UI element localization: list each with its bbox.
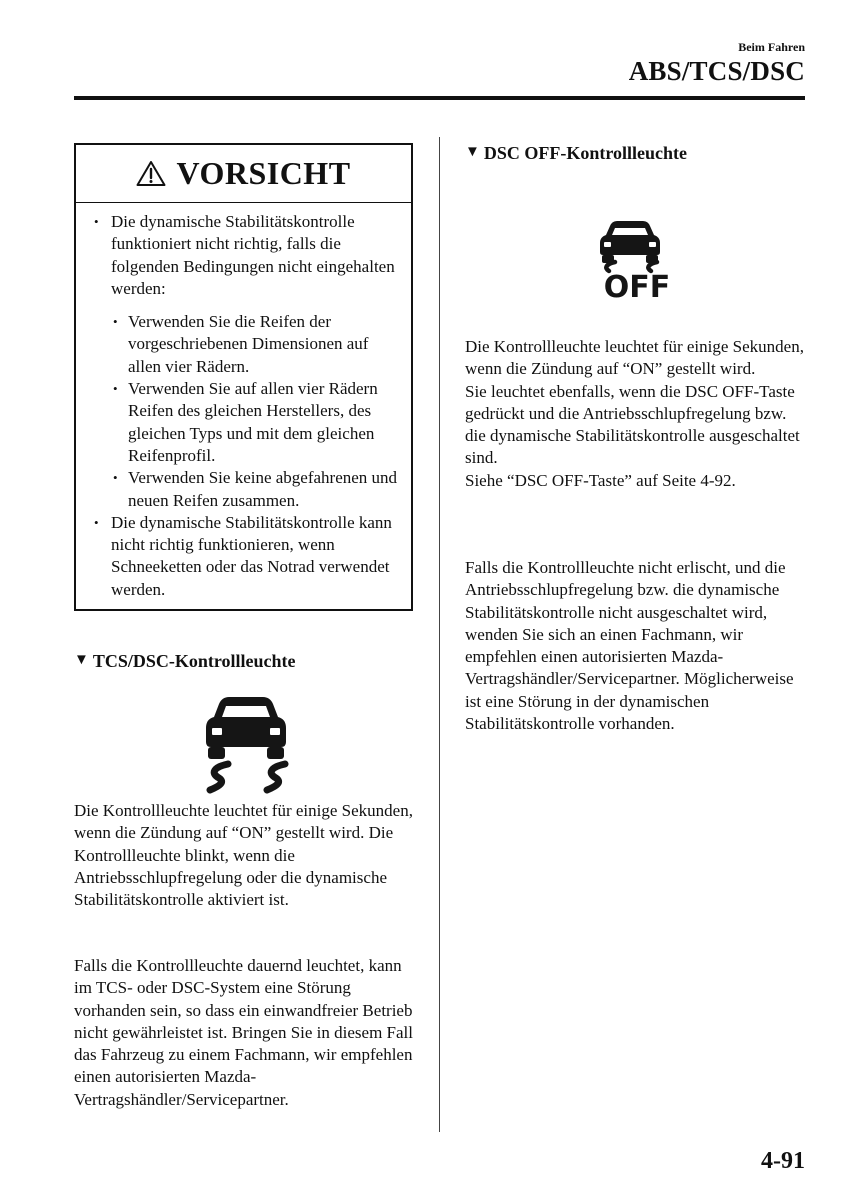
dsc-off-heading-text: DSC OFF-Kontrollleuchte <box>483 143 688 163</box>
dsc-off-paragraph-1: Die Kontrollleuchte leuchtet für einige Sekunden, wenn die Zündung auf “ON” gestellt wird. Sie leuchtet ebenfalls, wenn die DSC OFF-Taste gedrückt und die Antriebsschlupfregelung bzw. die dynamische Stabilitätskontrolle ausgeschaltet sind. Siehe “DSC OFF-Taste” auf Seite 4-92. <box>465 337 804 490</box>
warning-triangle-icon <box>136 160 166 187</box>
triangle-marker-icon: ▼ <box>74 652 89 668</box>
caution-box <box>74 143 413 611</box>
page-title: ABS/TCS/DSC <box>628 56 805 86</box>
caution-item-text: Die dynamische Stabilitätskontrolle kann nicht richtig funktionieren, wenn Schneeketten oder das Notrad verwendet werden. <box>111 512 392 599</box>
dsc-off-paragraph-2: Falls die Kontrollleuchte nicht erlischt, und die Antriebsschlupfregelung bzw. die dynamische Stabilitätskontrolle nicht ausgeschaltet wird, wenden Sie sich an einen Fachmann, wir empfehlen einen autorisierten Mazda-Vertragshändler/Servicepartner. Möglicherweise ist eine Störung in der dynamischen Stabilitätskontrolle vorhanden. <box>465 558 794 734</box>
caution-item-text: Die dynamische Stabilitätskontrolle funktioniert nicht richtig, falls die folgenden Bedingungen nicht eingehalten werden: <box>111 212 395 298</box>
caution-header <box>76 145 411 203</box>
header-section-label: Beim Fahren <box>738 40 805 54</box>
dsc-off-icon <box>593 218 683 300</box>
caution-subitem: • Verwenden Sie auf allen vier Rädern Reifen des gleichen Herstellers, des gleichen Typs und mit dem gleichen Reifenprofil. <box>111 378 403 467</box>
caution-title: VORSICHT <box>176 155 351 191</box>
page-number: 4-91 <box>761 1148 805 1174</box>
caution-body <box>76 203 411 601</box>
tcs-paragraph-2: Falls die Kontrollleuchte dauernd leuchtet, kann im TCS- oder DSC-System eine Störung vorhanden sein, so dass ein einwandfreier Betrieb nicht gewährleistet ist. Bringen Sie in diesem Fall das Fahrzeug zu einem Fachmann, wir empfehlen einen autorisierten Mazda-Vertragshändler/Servicepartner. <box>74 956 413 1109</box>
caution-subitem: • Verwenden Sie keine abgefahrenen und neuen Reifen zusammen. <box>111 467 403 512</box>
caution-sublist <box>111 311 403 512</box>
column-divider <box>439 137 440 1132</box>
header-rule <box>74 96 805 100</box>
tcs-paragraph-1: Die Kontrollleuchte leuchtet für einige Sekunden, wenn die Zündung auf “ON” gestellt wird. Die Kontrollleuchte blinkt, wenn die Antriebsschlupfregelung oder die dynamische Stabilitätskontrolle aktiviert ist. <box>74 801 413 910</box>
caution-list <box>89 211 403 601</box>
caution-item <box>89 512 403 601</box>
tcs-heading-text: TCS/DSC-Kontrollleuchte <box>92 651 296 671</box>
triangle-marker-icon: ▼ <box>465 144 480 160</box>
caution-subitem: • Verwenden Sie die Reifen der vorgeschriebenen Dimensionen auf allen vier Rädern. <box>111 311 403 378</box>
dsc-off-section-heading <box>465 143 687 164</box>
caution-item <box>89 211 403 512</box>
dsc-off-icon-label: OFF <box>603 270 671 300</box>
traction-control-icon <box>198 693 294 797</box>
tcs-section-heading <box>74 651 296 672</box>
